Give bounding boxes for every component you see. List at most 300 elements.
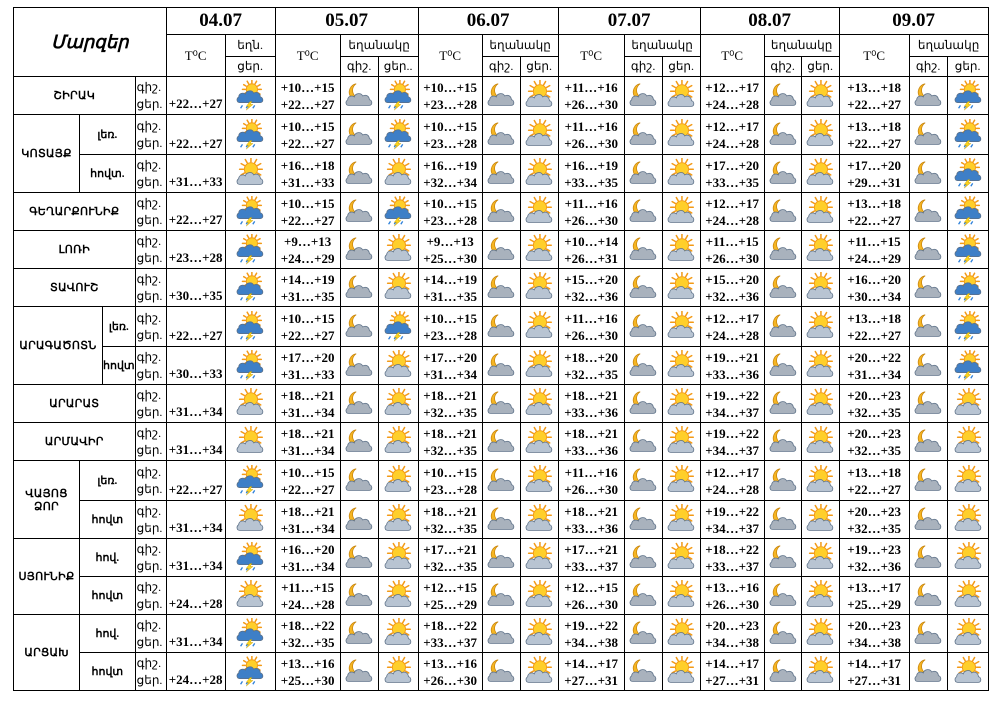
- day-header: ցեր.: [947, 57, 988, 77]
- moon-cloud-icon: [909, 193, 947, 231]
- moon-cloud-icon: [909, 423, 947, 461]
- table-row: [14, 269, 989, 307]
- sun-cloud-icon: [662, 307, 700, 347]
- moon-cloud-icon: [340, 115, 378, 155]
- temperature-range: +20…+22 +31…+34: [839, 347, 909, 385]
- temperature-range: +14…+17 +27…+31: [839, 653, 909, 691]
- sun-cloud-icon: [520, 155, 558, 193]
- sun-cloud-icon: [662, 653, 700, 691]
- moon-cloud-icon: [764, 231, 801, 269]
- thunderstorm-icon: [225, 115, 275, 155]
- sun-cloud-icon: [947, 615, 988, 653]
- moon-cloud-icon: [624, 77, 662, 115]
- sun-cloud-icon: [662, 193, 700, 231]
- subregion-label: լեռ.: [80, 115, 136, 155]
- table-row: [14, 653, 989, 691]
- thunderstorm-icon: [225, 347, 275, 385]
- sun-cloud-icon: [225, 577, 275, 615]
- temperature-range: +18…+21 +33…+36: [558, 385, 624, 423]
- temperature-range: +13…+17 +25…+29: [839, 577, 909, 615]
- day-header: ցեր.: [225, 57, 275, 77]
- moon-cloud-icon: [764, 115, 801, 155]
- temperature-range: +18…+22 +33…+37: [418, 615, 482, 653]
- region-name: ԳԵՂԱՐՔՈՒՆԻՔ: [14, 193, 136, 231]
- subregion-label: հով.: [80, 615, 136, 653]
- table-row: [14, 115, 989, 155]
- moon-cloud-icon: [340, 461, 378, 501]
- temperature-range: +9…+13 +24…+29: [275, 231, 340, 269]
- sun-cloud-icon: [378, 461, 418, 501]
- table-row: [14, 577, 989, 615]
- temperature-range: +14…+19 +31…+35: [418, 269, 482, 307]
- thunderstorm-icon: [225, 539, 275, 577]
- temperature-range: +12…+17 +24…+28: [700, 193, 764, 231]
- region-name: ԱՐԱՐԱՏ: [14, 385, 136, 423]
- temperature-range: +18…+21 +32…+35: [418, 423, 482, 461]
- day-night-label: գիշ. ցեր.: [135, 385, 166, 423]
- temperature-header: T⁰C: [839, 35, 909, 77]
- sun-cloud-icon: [520, 385, 558, 423]
- temperature-range: +11…+16 +26…+30: [558, 193, 624, 231]
- table-header: [14, 8, 989, 77]
- moon-cloud-icon: [624, 461, 662, 501]
- sun-cloud-icon: [378, 385, 418, 423]
- temperature-range: +10…+15 +22…+27: [275, 77, 340, 115]
- thunderstorm-icon: [225, 307, 275, 347]
- temperature-range: +31…+34: [166, 423, 225, 461]
- temperature-range: +20…+23 +34…+38: [700, 615, 764, 653]
- sun-cloud-icon: [662, 423, 700, 461]
- temperature-range: +13…+18 +22…+27: [839, 307, 909, 347]
- temperature-range: +19…+22 +34…+37: [700, 501, 764, 539]
- day-night-label: գիշ. ցեր.: [135, 577, 166, 615]
- moon-cloud-icon: [482, 539, 520, 577]
- moon-cloud-icon: [482, 231, 520, 269]
- temperature-range: +19…+22 +34…+37: [700, 385, 764, 423]
- temperature-range: +13…+18 +22…+27: [839, 77, 909, 115]
- sun-cloud-icon: [662, 155, 700, 193]
- date-header: 06.07: [418, 8, 558, 35]
- sun-cloud-icon: [801, 231, 839, 269]
- moon-cloud-icon: [624, 577, 662, 615]
- temperature-range: +19…+21 +33…+36: [700, 347, 764, 385]
- sun-cloud-icon: [801, 77, 839, 115]
- moon-cloud-icon: [340, 653, 378, 691]
- temperature-range: +22…+27: [166, 77, 225, 115]
- date-header: 09.07: [839, 8, 988, 35]
- temperature-range: +13…+16 +26…+30: [418, 653, 482, 691]
- temperature-range: +12…+17 +24…+28: [700, 77, 764, 115]
- moon-cloud-icon: [909, 577, 947, 615]
- day-night-label: գիշ. ցեր.: [135, 115, 166, 155]
- thunderstorm-icon: [947, 193, 988, 231]
- subregion-label: հովտ: [80, 501, 136, 539]
- night-header: գիշ.: [482, 57, 520, 77]
- date-header: 04.07: [166, 8, 275, 35]
- temperature-range: +16…+20 +31…+34: [275, 539, 340, 577]
- day-header: ցեր.: [801, 57, 839, 77]
- sun-cloud-icon: [801, 307, 839, 347]
- temperature-range: +10…+15 +23…+28: [418, 115, 482, 155]
- sun-cloud-icon: [801, 347, 839, 385]
- temperature-range: +14…+17 +27…+31: [558, 653, 624, 691]
- sun-cloud-icon: [662, 501, 700, 539]
- sun-cloud-icon: [947, 577, 988, 615]
- temperature-range: +18…+21 +31…+34: [275, 501, 340, 539]
- subregion-label: հովտ.: [80, 155, 136, 193]
- temperature-range: +18…+21 +31…+34: [275, 385, 340, 423]
- temperature-range: +23…+28: [166, 231, 225, 269]
- moon-cloud-icon: [909, 155, 947, 193]
- temperature-range: +18…+21 +33…+36: [558, 501, 624, 539]
- sun-cloud-icon: [801, 269, 839, 307]
- subregion-label: հովտ: [80, 577, 136, 615]
- moon-cloud-icon: [909, 115, 947, 155]
- moon-cloud-icon: [764, 653, 801, 691]
- sun-cloud-icon: [378, 347, 418, 385]
- day-night-label: գիշ. ցեր.: [135, 653, 166, 691]
- sun-cloud-icon: [225, 385, 275, 423]
- moon-cloud-icon: [482, 269, 520, 307]
- moon-cloud-icon: [909, 461, 947, 501]
- day-night-label: գիշ. ցեր.: [135, 155, 166, 193]
- moon-cloud-icon: [482, 461, 520, 501]
- sun-cloud-icon: [378, 653, 418, 691]
- thunderstorm-icon: [947, 115, 988, 155]
- temperature-range: +18…+21 +32…+35: [418, 501, 482, 539]
- temperature-range: +20…+23 +34…+38: [839, 615, 909, 653]
- temperature-range: +31…+34: [166, 385, 225, 423]
- moon-cloud-icon: [482, 501, 520, 539]
- region-name: ԱՐՑԱԽ: [14, 615, 80, 691]
- sun-cloud-icon: [378, 577, 418, 615]
- temperature-header: T⁰C: [418, 35, 482, 77]
- temperature-range: +12…+15 +25…+29: [418, 577, 482, 615]
- temperature-range: +16…+19 +32…+34: [418, 155, 482, 193]
- moon-cloud-icon: [340, 423, 378, 461]
- weather-header: եղանակը: [624, 35, 700, 57]
- sun-cloud-icon: [520, 423, 558, 461]
- moon-cloud-icon: [340, 269, 378, 307]
- moon-cloud-icon: [624, 115, 662, 155]
- sun-cloud-icon: [662, 115, 700, 155]
- sun-cloud-icon: [225, 501, 275, 539]
- temperature-range: +10…+15 +23…+28: [418, 77, 482, 115]
- temperature-range: +9…+13 +25…+30: [418, 231, 482, 269]
- temperature-range: +14…+19 +31…+35: [275, 269, 340, 307]
- sun-cloud-icon: [378, 615, 418, 653]
- thunderstorm-icon: [225, 231, 275, 269]
- sun-cloud-icon: [947, 653, 988, 691]
- temperature-range: +22…+27: [166, 461, 225, 501]
- moon-cloud-icon: [764, 193, 801, 231]
- moon-cloud-icon: [340, 615, 378, 653]
- night-header: գիշ.: [764, 57, 801, 77]
- day-header: ցեր.: [520, 57, 558, 77]
- sun-cloud-icon: [520, 193, 558, 231]
- sun-cloud-icon: [801, 501, 839, 539]
- moon-cloud-icon: [340, 347, 378, 385]
- temperature-range: +11…+15 +24…+28: [275, 577, 340, 615]
- moon-cloud-icon: [624, 539, 662, 577]
- temperature-range: +12…+17 +24…+28: [700, 307, 764, 347]
- day-night-label: գիշ. ցեր.: [135, 307, 166, 347]
- sun-cloud-icon: [801, 461, 839, 501]
- sun-cloud-icon: [225, 155, 275, 193]
- night-header: գիշ.: [909, 57, 947, 77]
- temperature-range: +20…+23 +32…+35: [839, 423, 909, 461]
- sun-cloud-icon: [801, 385, 839, 423]
- sun-cloud-icon: [662, 615, 700, 653]
- temperature-range: +12…+17 +24…+28: [700, 115, 764, 155]
- subregion-label: հովտ: [103, 347, 136, 385]
- moon-cloud-icon: [909, 539, 947, 577]
- subregion-label: հովտ: [80, 653, 136, 691]
- moon-cloud-icon: [624, 307, 662, 347]
- moon-cloud-icon: [909, 653, 947, 691]
- sun-cloud-icon: [801, 577, 839, 615]
- moon-cloud-icon: [482, 423, 520, 461]
- sun-cloud-icon: [520, 307, 558, 347]
- moon-cloud-icon: [764, 423, 801, 461]
- temperature-range: +20…+23 +32…+35: [839, 385, 909, 423]
- day-night-label: գիշ. ցեր.: [135, 501, 166, 539]
- table-row: [14, 307, 989, 347]
- sun-cloud-icon: [947, 539, 988, 577]
- moon-cloud-icon: [764, 77, 801, 115]
- temperature-range: +16…+19 +33…+35: [558, 155, 624, 193]
- temperature-range: +12…+15 +26…+30: [558, 577, 624, 615]
- subregion-label: լեռ.: [103, 307, 136, 347]
- forecast-table: [13, 7, 989, 691]
- thunderstorm-icon: [378, 115, 418, 155]
- temperature-range: +19…+22 +34…+37: [700, 423, 764, 461]
- temperature-range: +10…+15 +22…+27: [275, 307, 340, 347]
- temperature-range: +24…+28: [166, 577, 225, 615]
- sun-cloud-icon: [520, 539, 558, 577]
- temperature-range: +22…+27: [166, 193, 225, 231]
- sun-cloud-icon: [947, 423, 988, 461]
- table-body: [14, 77, 989, 691]
- sun-cloud-icon: [378, 155, 418, 193]
- table-row: [14, 501, 989, 539]
- thunderstorm-icon: [947, 269, 988, 307]
- sun-cloud-icon: [378, 501, 418, 539]
- temperature-range: +11…+15 +24…+29: [839, 231, 909, 269]
- sun-cloud-icon: [801, 539, 839, 577]
- moon-cloud-icon: [624, 653, 662, 691]
- thunderstorm-icon: [225, 653, 275, 691]
- table-row: [14, 231, 989, 269]
- moon-cloud-icon: [624, 615, 662, 653]
- temperature-range: +13…+18 +22…+27: [839, 193, 909, 231]
- moon-cloud-icon: [909, 501, 947, 539]
- thunderstorm-icon: [947, 347, 988, 385]
- thunderstorm-icon: [378, 193, 418, 231]
- moon-cloud-icon: [340, 231, 378, 269]
- sun-cloud-icon: [520, 77, 558, 115]
- night-header: գիշ.: [340, 57, 378, 77]
- sun-cloud-icon: [520, 615, 558, 653]
- weather-header: եղանակը: [764, 35, 839, 57]
- region-name: ԿՈՏԱՅՔ: [14, 115, 80, 193]
- moon-cloud-icon: [340, 307, 378, 347]
- thunderstorm-icon: [225, 193, 275, 231]
- region-name: ՏԱՎՈՒՇ: [14, 269, 136, 307]
- sun-cloud-icon: [801, 115, 839, 155]
- thunderstorm-icon: [225, 269, 275, 307]
- table-row: [14, 385, 989, 423]
- table-row: [14, 539, 989, 577]
- temperature-range: +30…+35: [166, 269, 225, 307]
- sun-cloud-icon: [947, 461, 988, 501]
- region-name: ԱՐՄԱՎԻՐ: [14, 423, 136, 461]
- moon-cloud-icon: [482, 155, 520, 193]
- temperature-range: +11…+16 +26…+30: [558, 115, 624, 155]
- moon-cloud-icon: [909, 307, 947, 347]
- regions-header: Մարզեր: [14, 8, 167, 77]
- sun-cloud-icon: [520, 231, 558, 269]
- moon-cloud-icon: [482, 347, 520, 385]
- temperature-range: +13…+18 +22…+27: [839, 115, 909, 155]
- temperature-range: +18…+21 +32…+35: [418, 385, 482, 423]
- temperature-range: +15…+20 +32…+36: [700, 269, 764, 307]
- sun-cloud-icon: [520, 501, 558, 539]
- moon-cloud-icon: [909, 347, 947, 385]
- date-header: 05.07: [275, 8, 418, 35]
- moon-cloud-icon: [764, 269, 801, 307]
- moon-cloud-icon: [764, 577, 801, 615]
- day-night-label: գիշ. ցեր.: [135, 193, 166, 231]
- moon-cloud-icon: [624, 269, 662, 307]
- table-row: [14, 77, 989, 115]
- temperature-range: +13…+16 +26…+30: [700, 577, 764, 615]
- moon-cloud-icon: [624, 423, 662, 461]
- day-night-label: գիշ. ցեր.: [135, 615, 166, 653]
- sun-cloud-icon: [801, 615, 839, 653]
- sun-cloud-icon: [801, 653, 839, 691]
- moon-cloud-icon: [482, 115, 520, 155]
- moon-cloud-icon: [624, 385, 662, 423]
- temperature-header: T⁰C: [558, 35, 624, 77]
- temperature-range: +19…+23 +32…+36: [839, 539, 909, 577]
- temperature-range: +18…+21 +31…+34: [275, 423, 340, 461]
- sun-cloud-icon: [520, 577, 558, 615]
- temperature-range: +22…+27: [166, 115, 225, 155]
- temperature-range: +17…+20 +31…+34: [418, 347, 482, 385]
- thunderstorm-icon: [947, 155, 988, 193]
- weather-header: եղանակը: [482, 35, 558, 57]
- sun-cloud-icon: [801, 155, 839, 193]
- temperature-range: +30…+33: [166, 347, 225, 385]
- temperature-range: +31…+34: [166, 501, 225, 539]
- day-night-label: գիշ. ցեր.: [135, 423, 166, 461]
- region-name: ԼՈՌԻ: [14, 231, 136, 269]
- thunderstorm-icon: [225, 615, 275, 653]
- temperature-header: T⁰C: [275, 35, 340, 77]
- subregion-label: լեռ.: [80, 461, 136, 501]
- sun-cloud-icon: [520, 461, 558, 501]
- table-row: [14, 615, 989, 653]
- temperature-range: +17…+21 +32…+35: [418, 539, 482, 577]
- temperature-range: +11…+16 +26…+30: [558, 461, 624, 501]
- temperature-range: +17…+20 +31…+33: [275, 347, 340, 385]
- sun-cloud-icon: [662, 269, 700, 307]
- temperature-range: +10…+15 +23…+28: [418, 307, 482, 347]
- temperature-header: T⁰C: [700, 35, 764, 77]
- temperature-range: +18…+21 +33…+36: [558, 423, 624, 461]
- sun-cloud-icon: [520, 115, 558, 155]
- moon-cloud-icon: [340, 193, 378, 231]
- temperature-range: +20…+23 +32…+35: [839, 501, 909, 539]
- temperature-range: +15…+20 +32…+36: [558, 269, 624, 307]
- moon-cloud-icon: [764, 539, 801, 577]
- sun-cloud-icon: [662, 77, 700, 115]
- temperature-range: +17…+20 +33…+35: [700, 155, 764, 193]
- sun-cloud-icon: [662, 577, 700, 615]
- temperature-range: +18…+20 +32…+35: [558, 347, 624, 385]
- temperature-range: +11…+16 +26…+30: [558, 77, 624, 115]
- region-name: ԱՐԱԳԱԾՈՏՆ: [14, 307, 103, 385]
- moon-cloud-icon: [624, 501, 662, 539]
- moon-cloud-icon: [482, 193, 520, 231]
- thunderstorm-icon: [225, 77, 275, 115]
- day-night-label: գիշ. ցեր.: [135, 539, 166, 577]
- temperature-range: +11…+15 +26…+30: [700, 231, 764, 269]
- sun-cloud-icon: [520, 269, 558, 307]
- temperature-range: +19…+22 +34…+38: [558, 615, 624, 653]
- moon-cloud-icon: [340, 501, 378, 539]
- sun-cloud-icon: [662, 231, 700, 269]
- table-row: [14, 155, 989, 193]
- sun-cloud-icon: [378, 423, 418, 461]
- temperature-range: +18…+22 +33…+37: [700, 539, 764, 577]
- moon-cloud-icon: [624, 193, 662, 231]
- temperature-range: +16…+18 +31…+33: [275, 155, 340, 193]
- moon-cloud-icon: [764, 615, 801, 653]
- moon-cloud-icon: [909, 385, 947, 423]
- moon-cloud-icon: [764, 155, 801, 193]
- moon-cloud-icon: [340, 385, 378, 423]
- day-night-label: գիշ. ցեր.: [135, 461, 166, 501]
- moon-cloud-icon: [340, 155, 378, 193]
- sun-cloud-icon: [662, 539, 700, 577]
- temperature-range: +13…+18 +22…+27: [839, 461, 909, 501]
- moon-cloud-icon: [764, 461, 801, 501]
- moon-cloud-icon: [482, 615, 520, 653]
- region-name: ՇԻՐԱԿ: [14, 77, 136, 115]
- moon-cloud-icon: [340, 77, 378, 115]
- sun-cloud-icon: [378, 539, 418, 577]
- moon-cloud-icon: [482, 385, 520, 423]
- temperature-range: +31…+34: [166, 539, 225, 577]
- thunderstorm-icon: [378, 77, 418, 115]
- temperature-range: +10…+15 +23…+28: [418, 461, 482, 501]
- day-night-label: գիշ. ցեր.: [135, 347, 166, 385]
- weather-header: եղանակը: [340, 35, 418, 57]
- moon-cloud-icon: [764, 307, 801, 347]
- moon-cloud-icon: [624, 347, 662, 385]
- moon-cloud-icon: [482, 653, 520, 691]
- day-night-label: գիշ. ցեր.: [135, 269, 166, 307]
- day-night-label: գիշ. ցեր.: [135, 231, 166, 269]
- thunderstorm-icon: [378, 307, 418, 347]
- temperature-range: +24…+28: [166, 653, 225, 691]
- moon-cloud-icon: [909, 269, 947, 307]
- temperature-range: +22…+27: [166, 307, 225, 347]
- moon-cloud-icon: [482, 307, 520, 347]
- temperature-range: +10…+15 +22…+27: [275, 115, 340, 155]
